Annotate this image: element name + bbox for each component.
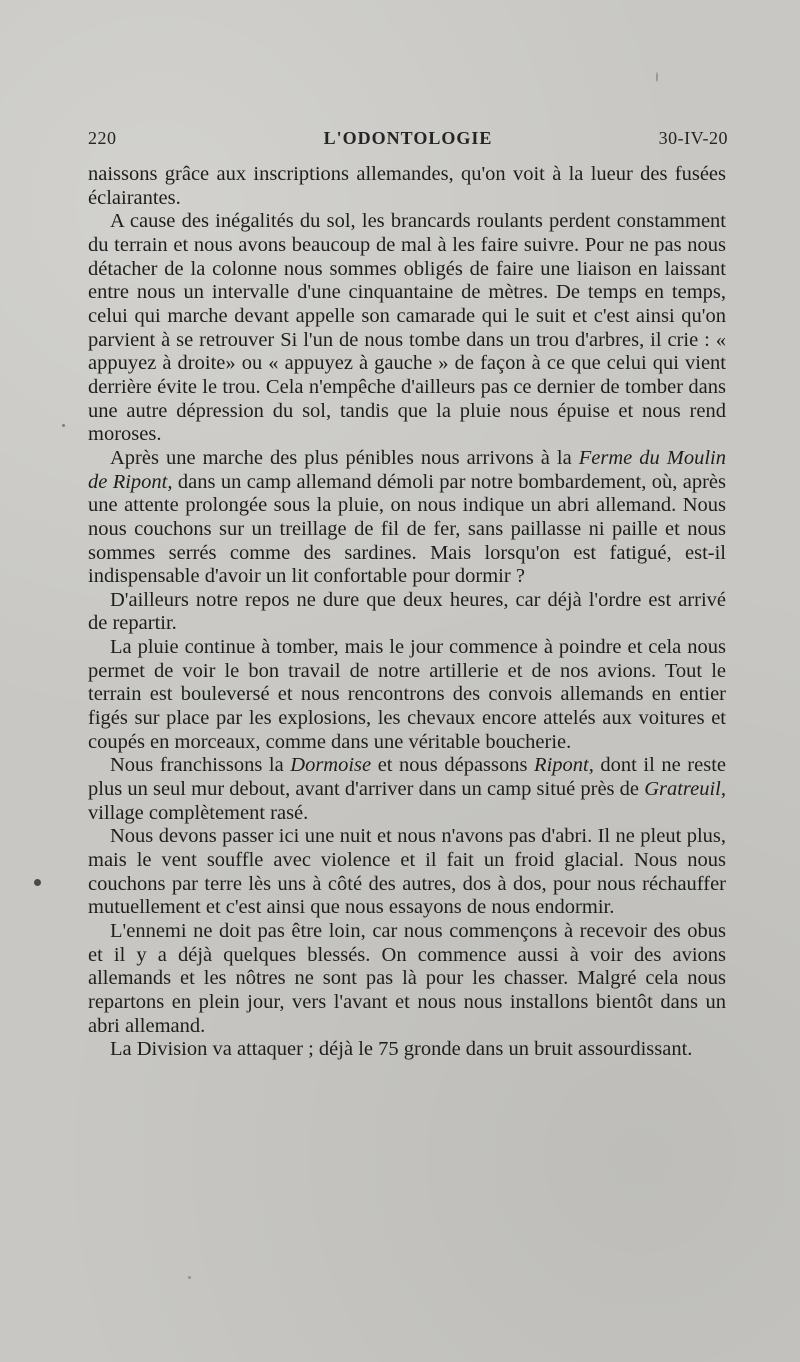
paragraph — [88, 920, 726, 1038]
text-run: Nous franchissons la — [110, 754, 291, 777]
text-run: village complètement rasé. — [88, 801, 309, 824]
text-run: Nous devons passer ici une nuit et nous n'avons pas d'abri. Il ne pleut plus, mais le vent souffle avec violence et il fait un froid glacial. Nous nous couchons par terre lès uns à côté des autres, dos à dos, pour nous réchauffer mutuellement et c'est ainsi que nous essayons de nous endormir. — [88, 825, 726, 919]
scan-speck — [34, 879, 41, 886]
text-run: et nous dépassons — [371, 754, 535, 777]
italic-run: Gratreuil, — [644, 778, 726, 801]
paragraph — [88, 636, 726, 754]
text-run: L'ennemi ne doit pas être loin, car nous commençons à recevoir des obus et il y a déjà quelques blessés. On commence aussi à voir des avions allemands et les nôtres ne sont pas là pour les chasser. Malgré cela nous repartons en plein jour, vers l'avant et nous nous installons bientôt dans un abri allemand. — [88, 920, 726, 1037]
text-run: naissons grâce aux inscriptions allemandes, qu'on voit à la lueur des fusées éclairantes. — [88, 163, 726, 209]
text-run: La pluie continue à tomber, mais le jour commence à poindre et cela nous permet de voir le bon travail de notre artillerie et de nos avions. Tout le terrain est bouleversé et nous rencontrons des convois allemands en entier figés sur place par les explosions, les chevaux encore attelés aux voitures et coupés en morceaux, comme dans une véritable boucherie. — [88, 636, 726, 753]
paragraph — [88, 163, 726, 210]
paragraph — [88, 1038, 726, 1062]
text-run: Après une marche des plus pénibles nous arrivons à la — [110, 446, 579, 469]
journal-title: L'ODONTOLOGIE — [323, 128, 493, 148]
paragraph — [88, 447, 726, 589]
text-run: dans un camp allemand démoli par notre bombardement, où, après une attente prolongée sous la pluie, on nous indique un abri allemand. Nous nous couchons sur un treillage de fil de fer, sans paillasse ni paille et nous sommes serrés comme des sardines. Mais lorsqu'on est fatigué, est-il indispensable d'avoir un lit confortable pour dormir ? — [88, 470, 726, 588]
scan-speck — [62, 424, 65, 427]
issue-date: 30-IV-20 — [658, 128, 728, 148]
paragraph — [88, 754, 726, 825]
page-number: 220 — [88, 128, 117, 148]
italic-run: Dormoise — [290, 754, 372, 777]
text-run: A cause des inégalités du sol, les brancards roulants perdent constamment du terrain et nous avons beaucoup de mal à les faire suivre. Pour ne pas nous détacher de la colonne nous sommes obligés de faire une liaison en laissant entre nous un intervalle d'une cinquantaine de mètres. De temps en temps, celui qui marche devant appelle son camarade qui le suit et c'est ainsi qu'on parvient à se retrouver Si l'un de nous tombe dans un trou d'arbres, il crie : « appuyez à droite» ou « appuyez à gauche » de façon à ce que celui qui vient derrière évite le trou. Cela n'empêche d'ailleurs pas ce dernier de tomber dans une autre dépression du sol, tandis que la pluie nous épuise et nous rend moroses. — [88, 210, 726, 446]
paragraph — [88, 825, 726, 920]
text-run: D'ailleurs notre repos ne dure que deux heures, car déjà l'ordre est arrivé de repartir. — [88, 588, 726, 635]
scan-speck — [188, 1276, 191, 1279]
text-run: dont il ne reste plus un seul mur debout, avant d'arriver dans un camp situé près de — [88, 754, 726, 801]
paragraph — [88, 210, 726, 447]
text-run: La Division va attaquer ; déjà le 75 gronde dans un bruit assourdissant. — [110, 1038, 693, 1061]
body-text — [88, 163, 726, 1062]
running-header — [88, 128, 728, 156]
scan-speck — [656, 72, 658, 82]
italic-run: Ferme du Moulin de Ripont, — [88, 446, 726, 493]
italic-run: Ripont, — [534, 754, 594, 777]
paragraph — [88, 589, 726, 636]
